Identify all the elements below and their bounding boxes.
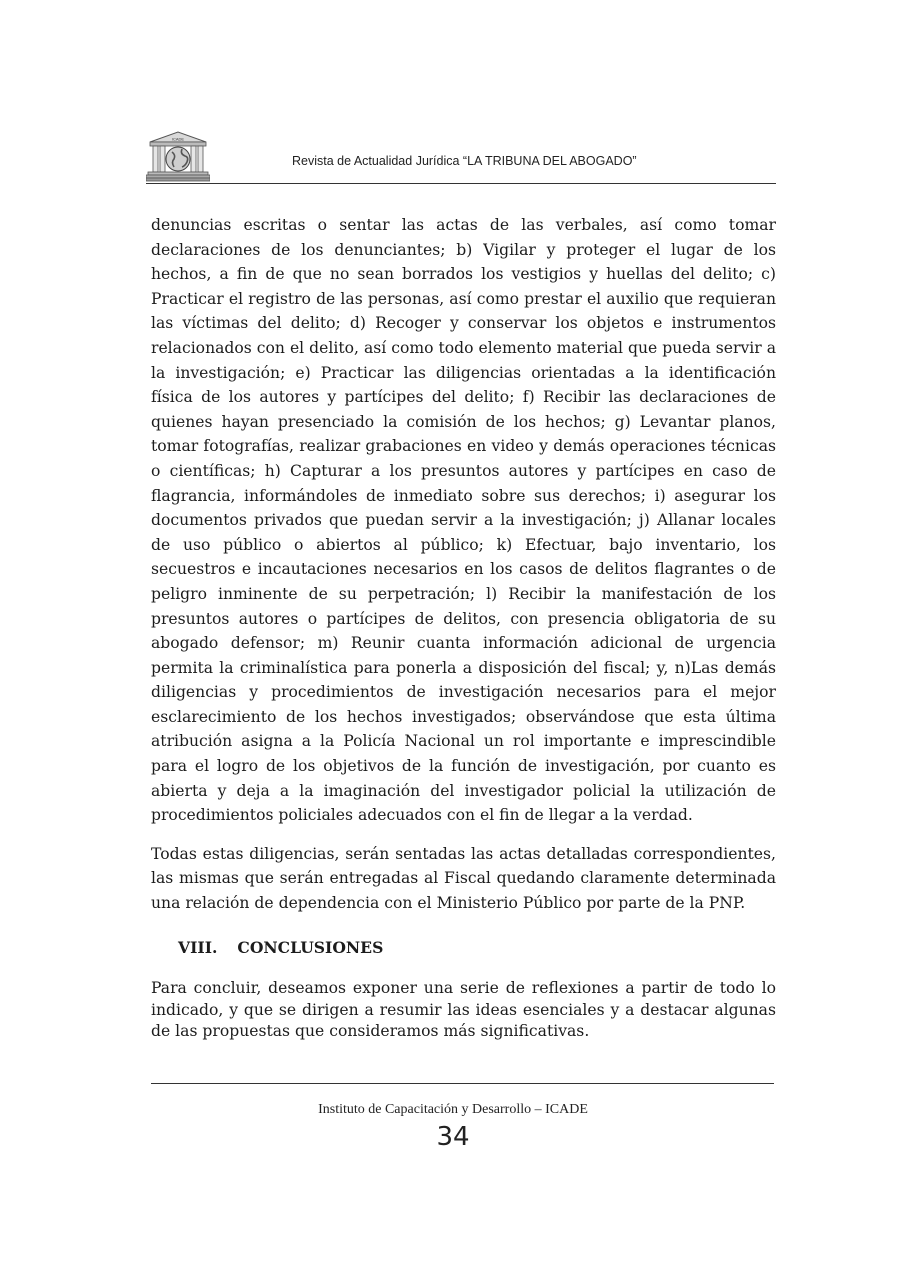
closing-paragraph: Para concluir, deseamos exponer una serie de reflexiones a partir de todo lo indicado, y que se dirigen a resumir las ideas esenciales y a destacar algunas de las propuestas que consideramos más significativas.: [151, 979, 776, 1041]
page-header: [146, 130, 776, 186]
section-title: CONCLUSIONES: [237, 937, 384, 957]
institute-building-globe-icon: [146, 130, 210, 182]
page-body: [151, 213, 776, 1043]
header-divider: [146, 183, 776, 184]
footer-institute: Instituto de Capacitación y Desarrollo – ICADE: [318, 1102, 588, 1117]
footer-divider: [151, 1083, 774, 1084]
journal-title: Revista de Actualidad Jurídica “LA TRIBUNA DEL ABOGADO”: [292, 154, 637, 168]
logo-text: ICADE: [171, 136, 185, 142]
page-number: 34: [436, 1122, 470, 1152]
body-paragraph: Todas estas diligencias, serán sentadas las actas detalladas correspondientes, las mismas que serán entregadas al Fiscal quedando claramente determinada una relación de dependencia con el Ministerio Público por parte de la PNP.: [151, 844, 776, 913]
body-paragraph: denuncias escritas o sentar las actas de las verbales, así como tomar declaraciones de los denunciantes; b) Vigilar y proteger el lugar de los hechos, a fin de que no sean borrados los vestigios y huellas del delito; c) Practicar el registro de las personas, así como prestar el auxilio que requieran las víctimas del delito; d) Recoger y conservar los objetos e instrumentos relacionados con el delito, así como todo elemento material que pueda servir a la investigación; e) Practicar las diligencias orientadas a la identificación física de los autores y partícipes del delito; f) Recibir las declaraciones de quienes hayan presenciado la comisión de los hechos; g) Levantar planos, tomar fotografías, realizar grabaciones en video y demás operaciones técnicas o científicas; h) Capturar a los presuntos autores y partícipes en caso de flagrancia, informándoles de inmediato sobre sus derechos; i) asegurar los documentos privados que puedan servir a la investigación; j) Allanar locales de uso público o abiertos al público; k) Efectuar, bajo inventario, los secuestros e incautaciones necesarios en los casos de delitos flagrantes o de peligro inminente de su perpetración; l) Recibir la manifestación de los presuntos autores o partícipes de delitos, con presencia obligatoria de su abogado defensor; m) Reunir cuanta información adicional de urgencia permita la criminalística para ponerla a disposición del fiscal; y, n)Las demás diligencias y procedimientos de investigación necesarios para el mejor esclarecimiento de los hechos investigados; observándose que esta última atribución asigna a la Policía Nacional un rol importante e imprescindible para el logro de los objetivos de la función de investigación, por cuanto es abierta y deja a la imaginación del investigador policial la utilización de procedimientos policiales adecuados con el fin de llegar a la verdad.: [151, 216, 776, 825]
section-number: VIII.: [178, 937, 218, 957]
section-heading: [178, 936, 776, 961]
